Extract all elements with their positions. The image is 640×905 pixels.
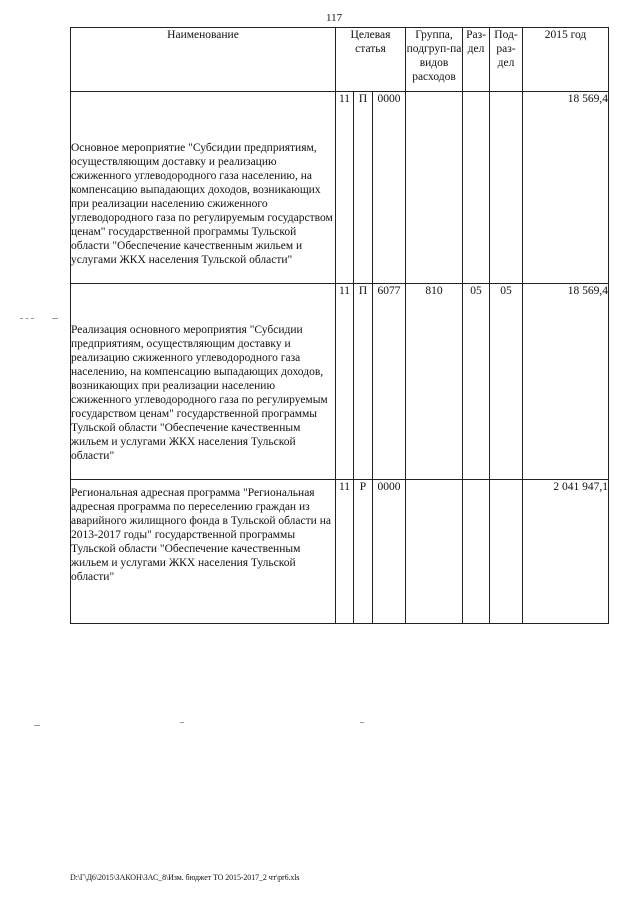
row-article-3: 0000 (373, 480, 406, 624)
scan-mark (360, 722, 364, 724)
header-target-article (336, 28, 406, 92)
row-name: Реализация основного мероприятия "Субсидии предприятиям, осуществляющим доставку и реализацию сжиженного углеводородного газа населению, на компенсацию выпадающих доходов, возникающих при реализации населению сжиженного углеводородного газа по регулируемым государством ценам" государственной программы Тульской области "Обеспечение качественным жильем и услугами ЖКХ населения Тульской области" (71, 284, 336, 480)
row-amount: 18 569,4 (523, 92, 609, 284)
page-number: 117 (326, 12, 343, 24)
row-article-2: П (354, 284, 373, 480)
header-section: Раз-дел (463, 28, 490, 92)
header-group: Группа, подгруп-па видов расходов (406, 28, 463, 92)
row-section (463, 92, 490, 284)
row-amount: 2 041 947,1 (523, 480, 609, 624)
table-row (71, 92, 609, 284)
row-subsection: 05 (490, 284, 523, 480)
header-year: 2015 год (523, 28, 609, 92)
row-name: Основное мероприятие "Субсидии предприятиям, осуществляющим доставку и реализацию сжиженного углеводородного газа населению, на компенсацию выпадающих доходов, возникающих при реализации населению сжиженного углеводородного газа по регулируемым государством ценам" государственной программы Тульской области "Обеспечение качественным жильем и услугами ЖКХ населения Тульской области" (71, 92, 336, 284)
table-row (71, 284, 609, 480)
row-article-1: 11 (336, 284, 354, 480)
scan-mark (180, 722, 184, 724)
header-target-article-text: Целевая статья (350, 29, 391, 55)
budget-table (70, 27, 609, 624)
row-group (406, 480, 463, 624)
row-article-1: 11 (336, 92, 354, 284)
row-group: 810 (406, 284, 463, 480)
scan-mark (52, 318, 58, 320)
header-row (71, 28, 609, 92)
row-section: 05 (463, 284, 490, 480)
row-article-3: 6077 (373, 284, 406, 480)
header-subsection: Под-раз-дел (490, 28, 523, 92)
row-article-2: Р (354, 480, 373, 624)
file-path-footer: D:\Г\Д6\2015\ЗАКОН\ЗАС_8\Изм. бюджет ТО 2015-2017_2 чт\pr6.xls (70, 873, 300, 882)
row-article-3: 0000 (373, 92, 406, 284)
row-section (463, 480, 490, 624)
row-amount: 18 569,4 (523, 284, 609, 480)
header-name: Наименование (71, 28, 336, 92)
table-row (71, 480, 609, 624)
row-article-1: 11 (336, 480, 354, 624)
row-name: Региональная адресная программа "Региональная адресная программа по переселению граждан из аварийного жилищного фонда в Тульской области на 2013-2017 годы" государственной программы Тульской области "Обеспечение качественным жильем и услугами ЖКХ населения Тульской области" (71, 480, 336, 624)
scan-mark (20, 318, 34, 320)
scan-mark (34, 725, 40, 727)
row-subsection (490, 480, 523, 624)
row-article-2: П (354, 92, 373, 284)
row-group (406, 92, 463, 284)
row-subsection (490, 92, 523, 284)
